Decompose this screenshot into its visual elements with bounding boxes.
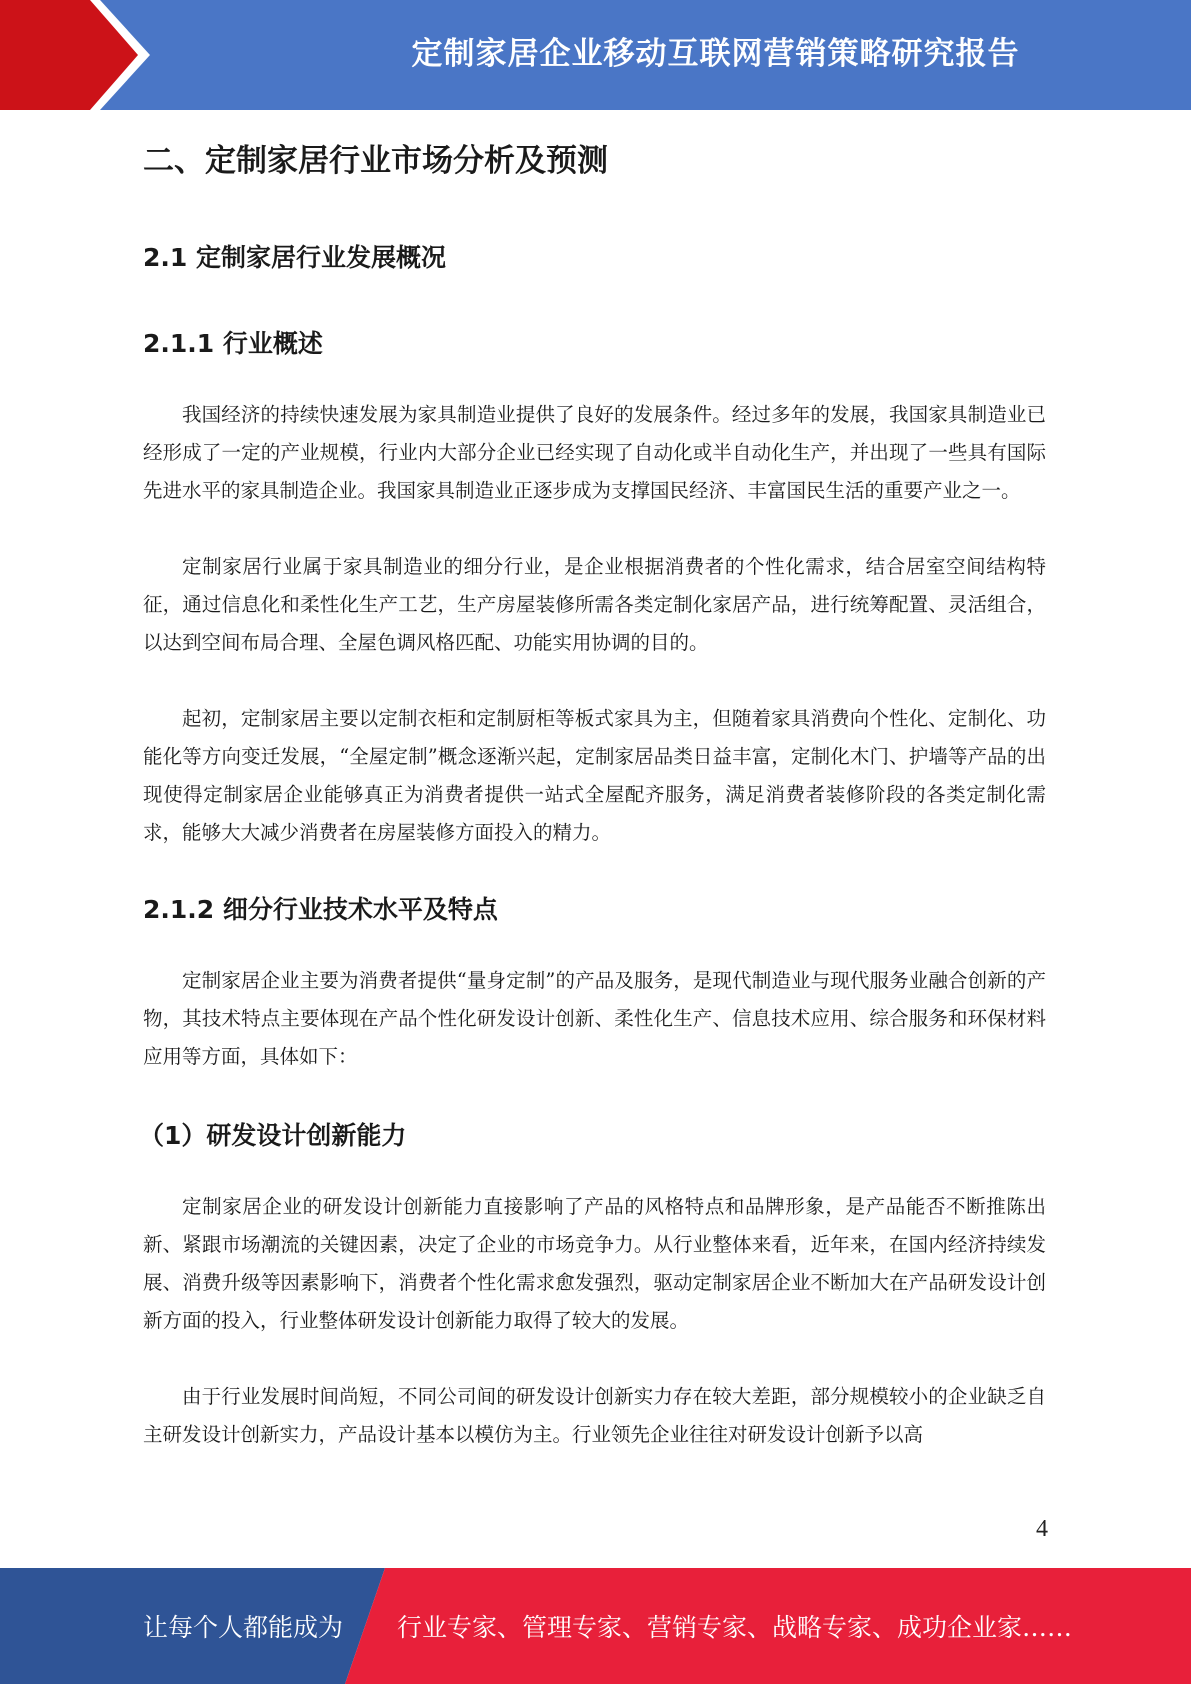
paragraph: 定制家居企业主要为消费者提供“量身定制”的产品及服务，是现代制造业与现代服务业融合创新的产物，其技术特点主要体现在产品个性化研发设计创新、柔性化生产、信息技术应用、综合服务和环保材料应用等方面，具体如下：	[143, 969, 1046, 1068]
page-number: 4	[1036, 1516, 1048, 1542]
item-heading-rnd: （1）研发设计创新能力	[139, 1121, 407, 1150]
footer-slogan-right: 行业专家、管理专家、营销专家、战略专家、成功企业家……	[397, 1613, 1073, 1642]
report-title: 定制家居企业移动互联网营销策略研究报告	[411, 35, 1020, 72]
section-heading: 二、定制家居行业市场分析及预测	[143, 143, 608, 179]
paragraph: 起初，定制家居主要以定制衣柜和定制厨柜等板式家具为主，但随着家具消费向个性化、定制化、功能化等方向变迁发展，“全屋定制”概念逐渐兴起，定制家居品类日益丰富，定制化木门、护墙等产品的出现使得定制家居企业能够真正为消费者提供一站式全屋配齐服务，满足消费者装修阶段的各类定制化需求，能够大大减少消费者在房屋装修方面投入的精力。	[143, 707, 1046, 844]
sub-heading-technology: 2.1.2 细分行业技术水平及特点	[143, 895, 498, 924]
paragraph: 由于行业发展时间尚短，不同公司间的研发设计创新实力存在较大差距，部分规模较小的企业缺乏自主研发设计创新实力，产品设计基本以模仿为主。行业领先企业往往对研发设计创新予以高	[143, 1385, 1046, 1446]
sub-heading-overview: 2.1.1 行业概述	[143, 329, 323, 358]
footer-slogan-left: 让每个人都能成为	[143, 1613, 344, 1642]
footer-band	[0, 1568, 1191, 1684]
subsection-heading: 2.1 定制家居行业发展概况	[143, 243, 446, 272]
paragraph: 我国经济的持续快速发展为家具制造业提供了良好的发展条件。经过多年的发展，我国家具制造业已经形成了一定的产业规模，行业内大部分企业已经实现了自动化或半自动化生产，并出现了一些具有国际先进水平的家具制造企业。我国家具制造业正逐步成为支撑国民经济、丰富国民生活的重要产业之一。	[143, 403, 1046, 502]
page-content	[139, 110, 1046, 1454]
paragraph: 定制家居企业的研发设计创新能力直接影响了产品的风格特点和品牌形象，是产品能否不断推陈出新、紧跟市场潮流的关键因素，决定了企业的市场竞争力。从行业整体来看，近年来，在国内经济持续发展、消费升级等因素影响下，消费者个性化需求愈发强烈，驱动定制家居企业不断加大在产品研发设计创新方面的投入，行业整体研发设计创新能力取得了较大的发展。	[143, 1195, 1046, 1332]
header-band	[0, 0, 1191, 110]
paragraph: 定制家居行业属于家具制造业的细分行业，是企业根据消费者的个性化需求，结合居室空间结构特征，通过信息化和柔性化生产工艺，生产房屋装修所需各类定制化家居产品，进行统筹配置、灵活组合，以达到空间布局合理、全屋色调风格匹配、功能实用协调的目的。	[143, 555, 1046, 654]
